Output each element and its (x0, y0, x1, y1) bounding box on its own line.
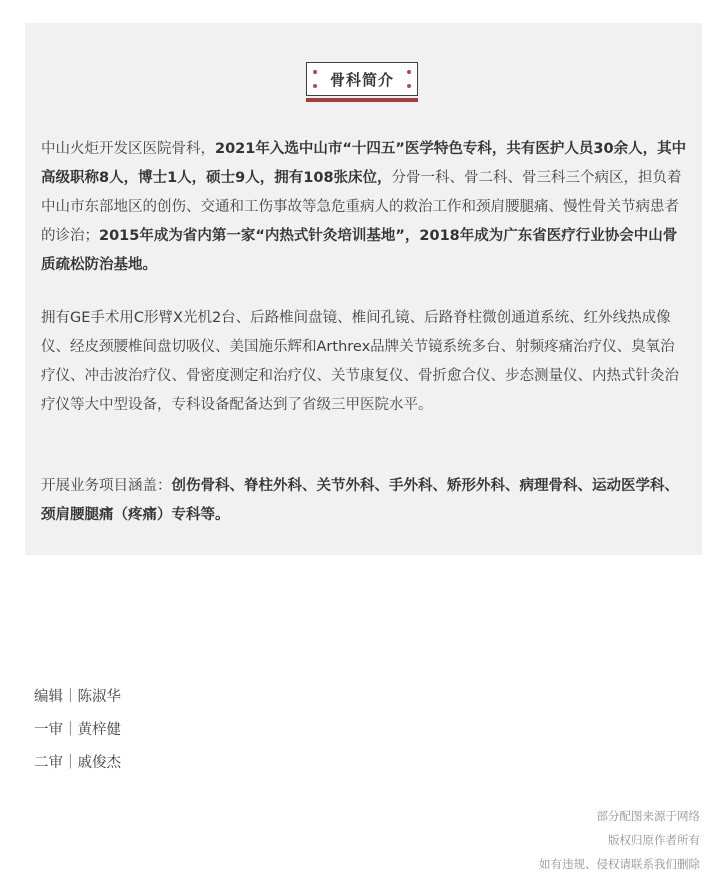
credits-block (34, 681, 121, 780)
title-underline-bar (306, 98, 418, 102)
intro-text-2: 分骨一科、骨二科、骨三科三个病区，担负着中山市东部地区的创伤、交通和工伤事故等急危重病人的救治工作和颈肩腰腿痛、慢性骨关节病患者的诊治； (41, 170, 682, 244)
note-copyright: 版权归原作者所有 (608, 833, 700, 847)
services-list: 创伤骨科、脊柱外科、关节外科、手外科、矫形外科、病理骨科、运动医学科、颈肩腰腿痛（疼痛）专科等。 (41, 478, 679, 523)
decor-dots-left-icon (313, 70, 317, 88)
services-lead: 开展业务项目涵盖： (41, 478, 172, 494)
credit-first-review: 一审｜黄梓健 (34, 722, 121, 738)
equipment-paragraph (41, 304, 689, 420)
services-paragraph (41, 472, 689, 530)
decor-dots-right-icon (407, 70, 411, 88)
note-takedown: 如有违规、侵权请联系我们删除 (539, 857, 700, 871)
equipment-text: 拥有GE手术用C形臂X光机2台、后路椎间盘镜、椎间孔镜、后路脊柱微创通道系统、红外线热成像仪、经皮颈腰椎间盘切吸仪、美国施乐辉和Arthrex品牌关节镜系统多台、射频疼痛治疗仪、臭氧治疗仪、冲击波治疗仪、骨密度测定和治疗仪、关节康复仪、骨折愈合仪、步态测量仪、内热式针灸治疗仪等大中型设备，专科设备配备达到了省级三甲医院水平。 (41, 310, 679, 413)
copyright-notes (539, 804, 700, 876)
intro-bold-2: 2015年成为省内第一家“内热式针灸培训基地”，2018年成为广东省医疗行业协会中山骨质疏松防治基地。 (41, 228, 678, 273)
section-title-block (306, 62, 418, 102)
intro-text-1: 中山火炬开发区医院骨科， (41, 141, 215, 157)
credit-editor: 编辑｜陈淑华 (34, 689, 121, 705)
note-image-source: 部分配图来源于网络 (596, 809, 700, 823)
section-title: 骨科简介 (329, 70, 394, 89)
section-title-box (306, 62, 418, 96)
intro-paragraph (41, 135, 689, 280)
intro-bold-1: 2021年入选中山市“十四五”医学特色专科，共有医护人员30余人，其中高级职称8人，博士1人，硕士9人，拥有108张床位， (41, 141, 687, 186)
credit-second-review: 二审｜戚俊杰 (34, 755, 121, 771)
intro-card (25, 23, 702, 555)
